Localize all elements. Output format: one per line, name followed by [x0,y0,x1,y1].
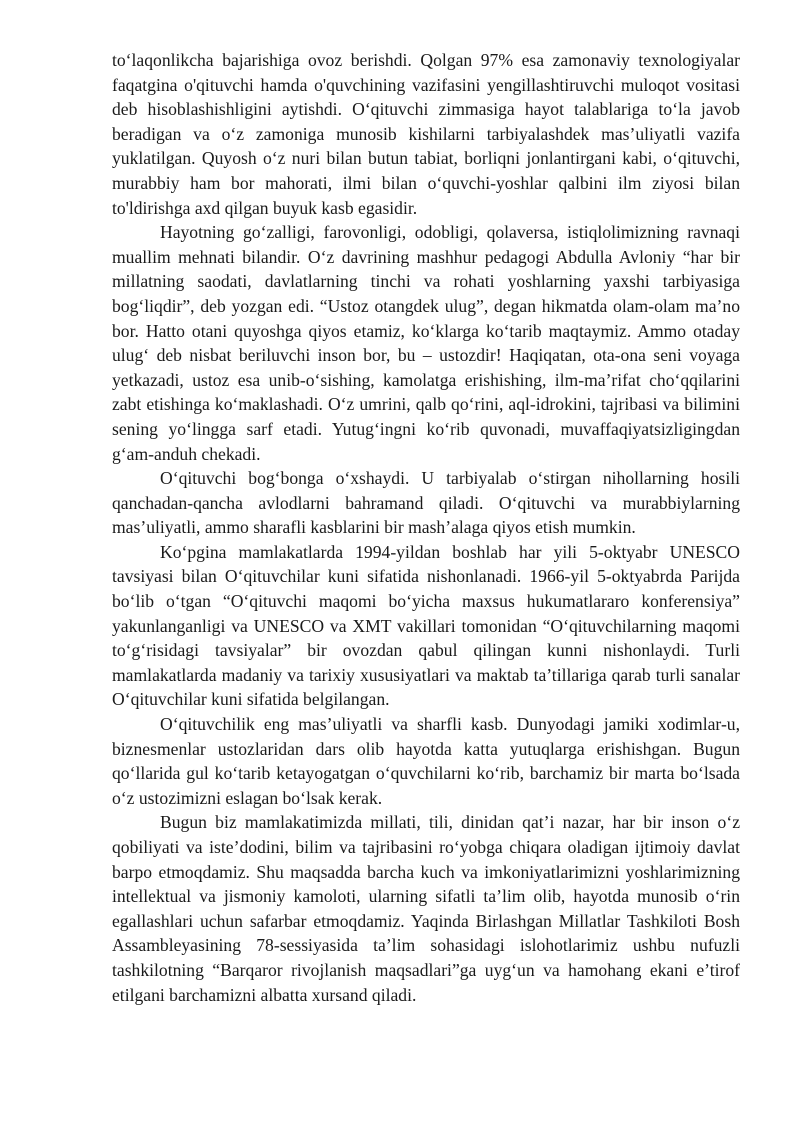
document-page [112,48,740,1007]
paragraph-3: O‘qituvchi bog‘bonga o‘xshaydi. U tarbiyalab o‘stirgan nihollarning hosili qanchadan-qancha avlodlarni bahramand qiladi. O‘qituvchi va murabbiylarning mas’uliyatli, ammo sharafli kasblarini bir mash’alaga qiyos etish mumkin. [112,468,740,538]
paragraph-2: Hayotning go‘zalligi, farovonligi, odobligi, qolaversa, istiqlolimizning ravnaqi muallim mehnati bilandir. O‘z davrining mashhur pedagogi Abdulla Avloniy “har bir millatning saodati, davlatlarning tinchi va rohati yoshlarning yaxshi tarbiyasiga bog‘liqdir”, deb yozgan edi. “Ustoz otangdek ulug”, degan hikmatda olam-olam ma’no bor. Hatto otani quyoshga qiyos etamiz, ko‘klarga ko‘tarib maqtaymiz. Ammo otaday ulug‘ deb nisbat beriluvchi inson bor, bu – ustozdir! Haqiqatan, ota-ona seni voyaga yetkazadi, ustoz esa unib-o‘sishing, kamolatga erishishing, ilm-ma’rifat cho‘qqilarini zabt etishinga ko‘maklashadi. O‘z umrini, qalb qo‘rini, aql-idrokini, tajribasi va bilimini sening yo‘lingga sarf etadi. Yutug‘ingni ko‘rib quvonadi, muvaffaqiyatsizligingdan g‘am-anduh chekadi. [112,222,740,464]
paragraph-1: to‘laqonlikcha bajarishiga ovoz berishdi. Qolgan 97% esa zamonaviy texnologiyalar faqatgina o'qituvchi hamda o'quvchining vazifasini yengillashtiruvchi muloqot vositasi deb hisoblashishligini aytishdi. O‘qituvchi zimmasiga hayot talablariga to‘la javob beradigan va o‘z zamoniga munosib kishilarni tarbiyalashdek mas’uliyatli vazifa yuklatilgan. Quyosh o‘z nuri bilan butun tabiat, borliqni jonlantirgani kabi, o‘qituvchi, murabbiy ham bor mahorati, ilmi bilan o‘quvchi-yoshlar qalbini ilm ziyosi bilan to'ldirishga axd qilgan buyuk kasb egasidir. [112,50,740,218]
paragraph-4: Ko‘pgina mamlakatlarda 1994-yildan boshlab har yili 5-oktyabr UNESCO tavsiyasi bilan O‘qituvchilar kuni sifatida nishonlanadi. 1966-yil 5-oktyabrda Parijda bo‘lib o‘tgan “O‘qituvchi maqomi bo‘yicha maxsus hukumatlararo konferensiya” yakunlanganligi va UNESCO va XMT vakillari tomonidan “O‘qituvchilarning maqomi to‘g‘risidagi tavsiyalar” bir ovozdan qabul qilingan kunni nishonlaydi. Turli mamlakatlarda madaniy va tarixiy xususiyatlari va maktab ta’tillariga qarab turli sanalar O‘qituvchilar kuni sifatida belgilangan. [112,541,740,710]
paragraph-6: Bugun biz mamlakatimizda millati, tili, dinidan qat’i nazar, har bir inson o‘z qobiliyati va iste’dodini, bilim va tajribasini ro‘yobga chiqara oladigan ijtimoiy davlat barpo etmoqdamiz. Shu maqsadda barcha kuch va imkoniyatlarimizni yoshlarimizning intellektual va jismoniy kamoloti, ularning sifatli ta’lim olib, hayotda munosib o‘rin egallashlari uchun safarbar etmoqdamiz. Yaqinda Birlashgan Millatlar Tashkiloti Bosh Assambleyasining 78-sessiyasida ta’lim sohasidagi islohotlarimiz ushbu nufuzli tashkilotning “Barqaror rivojlanish maqsadlari”ga uyg‘un va hamohang ekani e’tirof etilgani barchamizni albatta xursand qiladi. [112,812,740,1005]
paragraph-5: O‘qituvchilik eng mas’uliyatli va sharfli kasb. Dunyodagi jamiki xodimlar-u, biznesmenlar ustozlaridan dars olib hayotda katta yutuqlarga erishishgan. Bugun qo‘llarida gul ko‘tarib ketayogatgan o‘quvchilarni ko‘rib, barchamiz bir marta bo‘lsada o‘z ustozimizni eslagan bo‘lsak kerak. [112,714,740,808]
